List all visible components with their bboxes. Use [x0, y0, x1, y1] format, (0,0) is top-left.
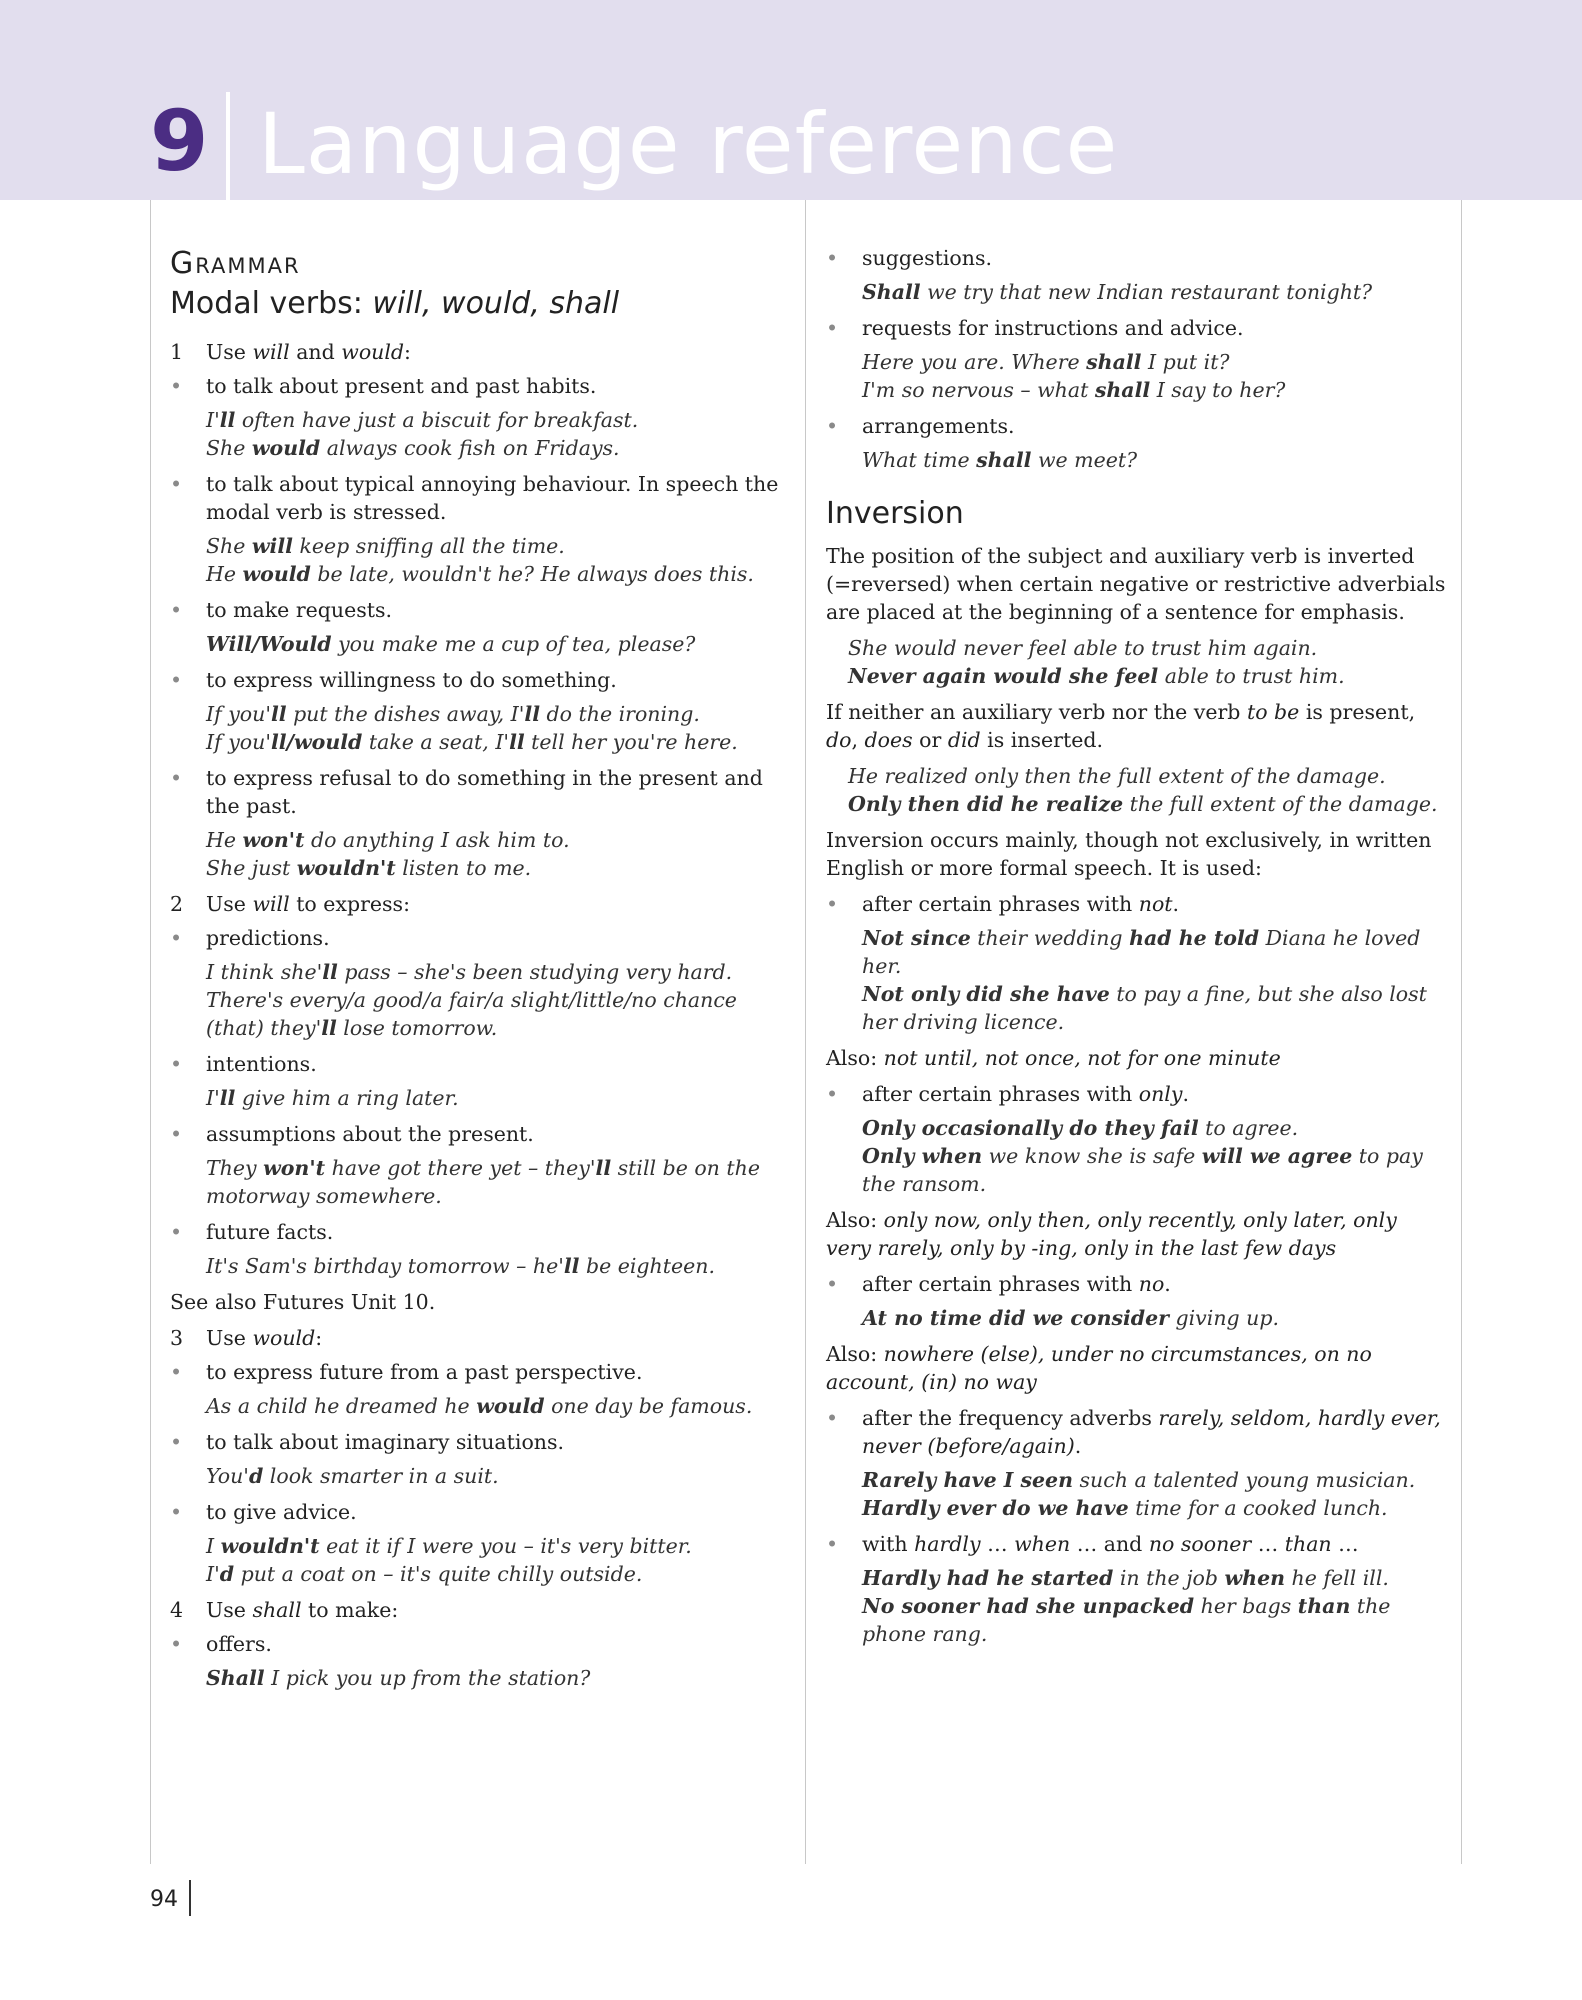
example-sentences: At no time did we consider giving up. [862, 1306, 1280, 1330]
numbered-point-4: 4 Use shall to make: [170, 1598, 399, 1622]
column-rule-right [1461, 200, 1462, 1864]
bullet-icon: • [826, 414, 839, 438]
right-column [826, 244, 1446, 1656]
list-item: • to express future from a past perspective. [170, 1360, 643, 1384]
example-sentences: He won't do anything I ask him to. She just wouldn't listen to me. [206, 828, 570, 880]
column-rule-middle [805, 200, 806, 1864]
also-note: Also: not until, not once, not for one minute [826, 1046, 1281, 1070]
list-item: • arrangements. [826, 414, 1015, 438]
bullet-icon: • [170, 1052, 183, 1076]
example-sentences: Hardly had he started in the job when he fell ill. No sooner had she unpacked her bags than the phone rang. [862, 1566, 1391, 1646]
bullet-icon: • [826, 246, 839, 270]
page-number-divider [189, 1880, 191, 1916]
example-sentences: She would never feel able to trust him again. Never again would she feel able to trust him. [848, 636, 1345, 688]
example-sentences: I'll give him a ring later. [206, 1086, 459, 1110]
bullet-icon: • [170, 374, 183, 398]
also-note: Also: only now, only then, only recently, only later, only very rarely, only by -ing, only in the last few days [826, 1208, 1397, 1260]
list-item: • to make requests. [170, 598, 393, 622]
list-item: • after the frequency adverbs rarely, seldom, hardly ever, never (before/again). [826, 1406, 1441, 1458]
left-column [170, 244, 780, 1700]
list-item: • to express refusal to do something in the present and the past. [170, 766, 763, 818]
list-item: • with hardly … when … and no sooner … than … [826, 1532, 1359, 1556]
see-also-note: See also Futures Unit 10. [170, 1290, 436, 1314]
list-item: • predictions. [170, 926, 330, 950]
example-sentences: As a child he dreamed he would one day be famous. [206, 1394, 753, 1418]
paragraph: Inversion occurs mainly, though not exclusively, in written English or more formal speech. It is used: [826, 828, 1432, 880]
example-sentences: Not since their wedding had he told Diana he loved her. Not only did she have to pay a fine, but she also lost her driving licence. [862, 926, 1427, 1034]
bullet-icon: • [170, 1632, 183, 1656]
example-sentences: They won't have got there yet – they'll still be on the motorway somewhere. [206, 1156, 760, 1208]
list-item: • to express willingness to do something. [170, 668, 617, 692]
list-item: • to talk about present and past habits. [170, 374, 597, 398]
example-sentences: Rarely have I seen such a talented young musician. Hardly ever do we have time for a cooked lunch. [862, 1468, 1416, 1520]
bullet-icon: • [170, 1220, 183, 1244]
list-item: • after certain phrases with not. [826, 892, 1180, 916]
list-item: • to talk about imaginary situations. [170, 1430, 565, 1454]
bullet-icon: • [826, 1532, 839, 1556]
list-item: • intentions. [170, 1052, 317, 1076]
also-note: Also: nowhere (else), under no circumstances, on no account, (in) no way [826, 1342, 1372, 1394]
page-number: 94 [150, 1887, 178, 1912]
unit-header [0, 0, 1582, 200]
example-sentences: I think she'll pass – she's been studying very hard. There's every/a good/a fair/a slight/little/no chance (that) they'll lose tomorrow. [206, 960, 737, 1040]
bullet-icon: • [170, 1122, 183, 1146]
section-title-inversion: Inversion [826, 496, 964, 531]
bullet-icon: • [170, 766, 183, 790]
numbered-point-1: 1 Use will and would: [170, 340, 411, 364]
example-sentences: It's Sam's birthday tomorrow – he'll be eighteen. [206, 1254, 715, 1278]
header-divider [226, 92, 230, 200]
list-item: • assumptions about the present. [170, 1122, 534, 1146]
bullet-icon: • [170, 1360, 183, 1384]
list-item: • requests for instructions and advice. [826, 316, 1244, 340]
example-sentences: Will/Would you make me a cup of tea, please? [206, 632, 696, 656]
bullet-icon: • [170, 598, 183, 622]
bullet-icon: • [170, 472, 183, 496]
column-rule-left [150, 200, 151, 1864]
example-sentences: He realized only then the full extent of the damage. Only then did he realize the full extent of the damage. [848, 764, 1438, 816]
example-sentences: What time shall we meet? [862, 448, 1138, 472]
list-item: • after certain phrases with no. [826, 1272, 1171, 1296]
bullet-icon: • [826, 316, 839, 340]
list-item: • future facts. [170, 1220, 334, 1244]
example-sentences: Shall we try that new Indian restaurant tonight? [862, 280, 1373, 304]
bullet-icon: • [170, 668, 183, 692]
list-item: • offers. [170, 1632, 272, 1656]
bullet-icon: • [826, 1272, 839, 1296]
example-sentences: Only occasionally do they fail to agree. Only when we know she is safe will we agree to pay the ransom. [862, 1116, 1423, 1196]
list-item: • to give advice. [170, 1500, 357, 1524]
list-item: • suggestions. [826, 246, 992, 270]
numbered-point-3: 3 Use would: [170, 1326, 323, 1350]
example-sentences: Shall I pick you up from the station? [206, 1666, 591, 1690]
page-title: Language reference [258, 95, 1119, 193]
bullet-icon: • [170, 1500, 183, 1524]
example-sentences: I wouldn't eat it if I were you – it's very bitter. I'd put a coat on – it's quite chilly outside. [206, 1534, 692, 1586]
section-title-modal-verbs: Modal verbs: will, would, shall [170, 286, 620, 321]
bullet-icon: • [170, 1430, 183, 1454]
example-sentences: Here you are. Where shall I put it? I'm so nervous – what shall I say to her? [862, 350, 1286, 402]
example-sentences: I'll often have just a biscuit for breakfast. She would always cook fish on Fridays. [206, 408, 639, 460]
bullet-icon: • [170, 926, 183, 950]
numbered-point-2: 2 Use will to express: [170, 892, 410, 916]
list-item: • to talk about typical annoying behaviour. In speech the modal verb is stressed. [170, 472, 779, 524]
unit-number: 9 [150, 92, 209, 190]
list-item: • after certain phrases with only. [826, 1082, 1189, 1106]
bullet-icon: • [826, 892, 839, 916]
bullet-icon: • [826, 1406, 839, 1430]
bullet-icon: • [826, 1082, 839, 1106]
example-sentences: You'd look smarter in a suit. [206, 1464, 499, 1488]
example-sentences: If you'll put the dishes away, I'll do the ironing. If you'll/would take a seat, I'll tell her you're here. [206, 702, 738, 754]
example-sentences: She will keep sniffing all the time. He would be late, wouldn't he? He always does this. [206, 534, 754, 586]
paragraph: If neither an auxiliary verb nor the verb to be is present, do, does or did is inserted. [826, 700, 1416, 752]
grammar-heading: Grammar [170, 246, 301, 281]
paragraph: The position of the subject and auxiliary verb is inverted (=reversed) when certain negative or restrictive adverbials are placed at the beginning of a sentence for emphasis. [826, 544, 1446, 624]
